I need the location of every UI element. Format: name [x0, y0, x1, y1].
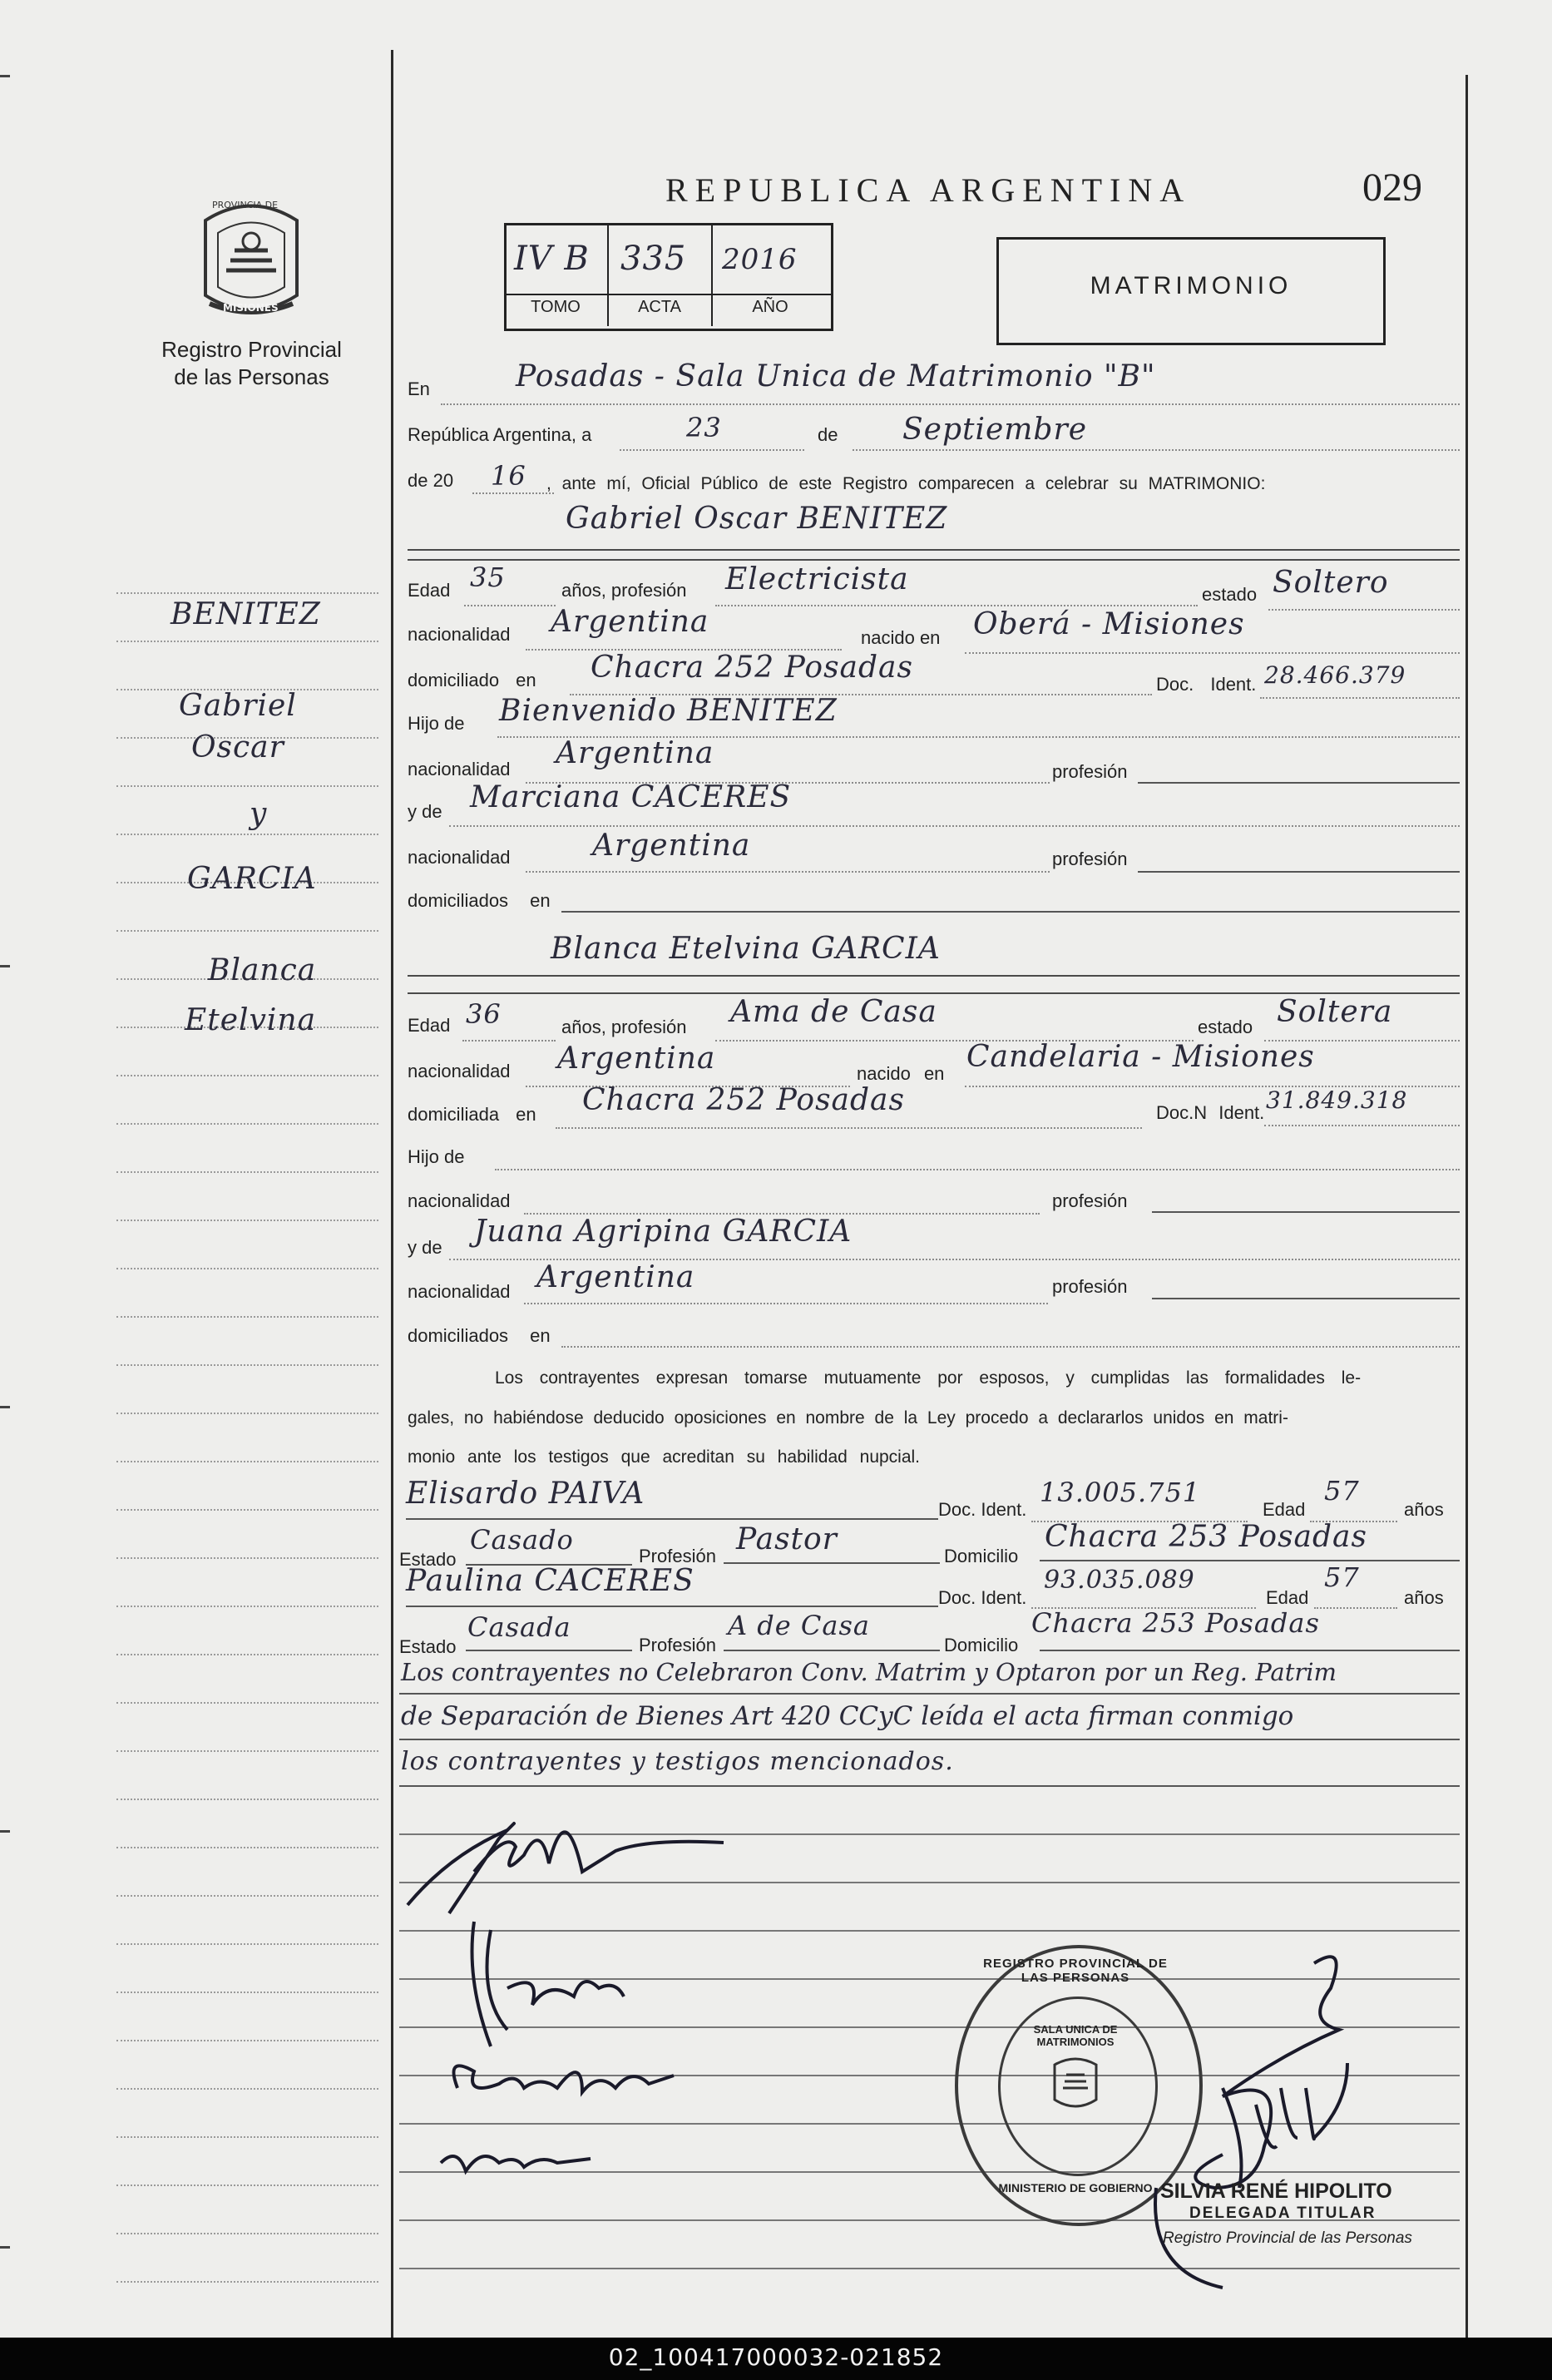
bride-nacionalidad1-label: nacionalidad: [408, 1190, 511, 1211]
act-box-divider: [504, 294, 831, 295]
margin-dotted-line: [116, 1509, 378, 1511]
margin-dotted-line: [116, 1123, 378, 1125]
document-title: REPUBLICA ARGENTINA: [665, 171, 1192, 209]
margin-dotted-line: [116, 1075, 378, 1076]
witness2-anos-label: años: [1404, 1587, 1444, 1608]
witness1-address-line: [1040, 1560, 1460, 1561]
bride-nationality: Argentina: [557, 1042, 716, 1076]
registry-name-line1: Registro Provincial: [161, 337, 342, 362]
margin-dotted-line: [116, 834, 378, 835]
groom-estado-label: estado: [1202, 584, 1258, 605]
bride-doc-number: 31.849.318: [1266, 1086, 1408, 1114]
groom-hijo-label: Hijo de: [408, 713, 465, 734]
margin-dotted-line: [116, 785, 378, 787]
bride-mother-name: Juana Agripina GARCIA: [474, 1215, 853, 1249]
margin-dotted-line: [116, 1606, 378, 1607]
year-line: [472, 492, 554, 494]
bride-age: 36: [466, 998, 502, 1030]
bride-father-line: [495, 1169, 1460, 1170]
witness2-age-line: [1314, 1607, 1397, 1609]
witness2-profession: A de Casa: [728, 1610, 870, 1641]
witness1-doc-label: Doc. Ident.: [938, 1499, 1027, 1520]
declaration-line2: gales, no habiéndose deducido oposiciones en nombre de la Ley procedo a declararlos unidos en matri-: [408, 1408, 1288, 1428]
month-line: [853, 449, 1460, 451]
official-name: SILVIA RENÉ HIPOLITO: [1160, 2180, 1392, 2203]
witness1-profession: Pastor: [736, 1522, 838, 1556]
binding-mark: [0, 1406, 10, 1408]
seal-text-bottom: MISIONES: [223, 302, 279, 314]
margin-dotted-line: [116, 2185, 378, 2186]
margin-dotted-line: [116, 1316, 378, 1318]
margin-name2-groom: Oscar: [191, 730, 284, 764]
witness2-estado-label: Estado: [399, 1636, 457, 1657]
groom-yde-label: y de: [408, 801, 442, 822]
witness1-anos-label: años: [1404, 1499, 1444, 1520]
republica-label: República Argentina, a: [408, 424, 592, 445]
margin-dotted-line: [116, 2281, 378, 2283]
bride-mother-nationality: Argentina: [536, 1260, 695, 1294]
witness1-status: Casado: [470, 1524, 574, 1556]
groom-nationality: Argentina: [551, 605, 709, 639]
witness2-name-line: [406, 1606, 938, 1607]
bride-age-line: [462, 1040, 556, 1042]
official-stamp-emblem: [1050, 2055, 1101, 2113]
ano-value: 2016: [722, 243, 798, 276]
groom-name-line: [408, 549, 1460, 551]
stamp-bottom-text: MINISTERIO DE GOBIERNO: [998, 2181, 1153, 2194]
year-suffix: 16: [491, 460, 526, 492]
margin-dotted-line: [116, 930, 378, 932]
groom-father-name: Bienvenido BENITEZ: [499, 694, 838, 728]
witness1-domicilio-label: Domicilio: [944, 1546, 1019, 1566]
place: Posadas - Sala Unica de Matrimonio "B": [516, 359, 1156, 393]
margin-surname-groom: BENITEZ: [171, 597, 321, 631]
bride-domiciliada-label: domiciliada en: [408, 1104, 536, 1125]
witness2-domicilio-label: Domicilio: [944, 1635, 1019, 1655]
groom-mother-name: Marciana CACERES: [470, 780, 792, 814]
margin-dotted-line: [116, 1847, 378, 1848]
witness1-doc: 13.005.751: [1040, 1477, 1201, 1508]
margin-dotted-line: [116, 2136, 378, 2138]
groom-profession-line: [715, 605, 1198, 606]
witness2-profesion-label: Profesión: [639, 1635, 716, 1655]
witness1-signature: [441, 2038, 690, 2113]
groom-signature: [399, 1780, 732, 1922]
margin-dotted-line: [116, 2040, 378, 2041]
margin-dotted-line: [116, 1364, 378, 1366]
bride-nacido-label: nacido en: [857, 1063, 945, 1084]
bride-full-name: Blanca Etelvina GARCIA: [551, 932, 941, 966]
binding-mark: [0, 1830, 10, 1833]
left-frame-line: [391, 50, 393, 2338]
margin-surname-bride: GARCIA: [187, 862, 317, 896]
bride-address: Chacra 252 Posadas: [582, 1083, 905, 1117]
groom-mother-profession-line: [1138, 871, 1460, 873]
bride-nacionalidad-label: nacionalidad: [408, 1061, 511, 1081]
witness1-age: 57: [1324, 1475, 1360, 1507]
bride-signature: [441, 1905, 649, 2055]
bride-address-line: [556, 1127, 1142, 1129]
day: 23: [686, 412, 722, 443]
bride-estado-label: estado: [1198, 1017, 1253, 1037]
margin-dotted-line: [116, 1461, 378, 1462]
witness2-status: Casada: [467, 1611, 571, 1643]
margin-name2-bride: Etelvina: [185, 1003, 317, 1037]
declaration-line1: Los contrayentes expresan tomarse mutuamente por esposos, y cumplidas las formalidades le-: [495, 1368, 1362, 1388]
tomo-value: IV B: [514, 240, 590, 278]
groom-civil-status: Soltero: [1273, 566, 1389, 600]
seal-text-top: PROVINCIA DE: [212, 200, 279, 210]
official-org: Registro Provincial de las Personas: [1163, 2229, 1412, 2247]
bride-doc-line: [1264, 1125, 1460, 1126]
witness2-signature: [432, 2130, 599, 2188]
groom-nacionalidad-label: nacionalidad: [408, 624, 511, 645]
bride-edad-label: Edad: [408, 1015, 451, 1036]
margin-dotted-line: [116, 1895, 378, 1897]
margin-dotted-line: [116, 1220, 378, 1221]
right-frame-line: [1466, 75, 1468, 2338]
groom-father-nacionalidad-label: nacionalidad: [408, 759, 511, 779]
groom-birthplace-line: [965, 652, 1460, 654]
binding-mark: [0, 2246, 10, 2249]
binding-mark: [0, 965, 10, 967]
margin-dotted-line: [116, 1268, 378, 1269]
day-line: [620, 449, 804, 451]
witness1-address: Chacra 253 Posadas: [1045, 1520, 1367, 1554]
groom-nacido-label: nacido en: [861, 627, 941, 648]
en-label: En: [408, 379, 430, 399]
notes-line1-rule: [399, 1693, 1460, 1695]
statement: , ante mí, Oficial Público de este Registro comparecen a celebrar su MATRIMONIO:: [546, 474, 1266, 493]
groom-mother-profesion-label: profesión: [1052, 849, 1128, 869]
ano-label: AÑO: [752, 298, 788, 316]
month: Septiembre: [902, 413, 1087, 447]
bride-divider: [408, 992, 1460, 994]
witness2-profession-line: [724, 1650, 940, 1651]
notes-line2-rule: [399, 1739, 1460, 1740]
witness1-estado-label: Estado: [399, 1549, 457, 1570]
witness1-name-line: [406, 1518, 938, 1520]
groom-father-nationality: Argentina: [556, 736, 714, 770]
document-id: 02_100417000032-021852: [608, 2343, 944, 2371]
margin-dotted-line: [116, 1654, 378, 1655]
groom-mother-nationality-line: [526, 871, 1050, 873]
bride-prof2-line: [1152, 1298, 1460, 1299]
declaration-line3: monio ante los testigos que acreditan su habilidad nupcial.: [408, 1447, 921, 1467]
witness1-profesion-label: Profesión: [639, 1546, 716, 1566]
notes-line2: de Separación de Bienes Art 420 CCyC leída el acta firman conmigo: [401, 1701, 1294, 1731]
margin-name1-bride: Blanca: [208, 953, 317, 987]
groom-doc-number: 28.466.379: [1264, 661, 1406, 689]
groom-domiciliados-line: [561, 911, 1460, 913]
groom-edad-label: Edad: [408, 580, 451, 601]
witness2-doc-label: Doc. Ident.: [938, 1587, 1027, 1608]
notes-line1: Los contrayentes no Celebraron Conv. Matrim y Optaron por un Reg. Patrim: [401, 1658, 1337, 1686]
groom-mother-nacionalidad-label: nacionalidad: [408, 847, 511, 868]
bride-birthplace: Candelaria - Misiones: [966, 1040, 1315, 1074]
notes-line3: los contrayentes y testigos mencionados.: [401, 1747, 954, 1776]
groom-doc-label: Doc. Ident.: [1156, 674, 1257, 695]
bride-anos-label: años, profesión: [561, 1017, 687, 1037]
margin-dotted-line: [116, 1799, 378, 1800]
place-line: [441, 403, 1460, 405]
bride-profession: Ama de Casa: [730, 995, 937, 1029]
witness2-doc: 93.035.089: [1044, 1566, 1195, 1595]
witness2-address-line: [1040, 1650, 1460, 1651]
groom-age: 35: [470, 562, 506, 593]
margin-dotted-line: [116, 1413, 378, 1414]
witness2-name: Paulina CACERES: [406, 1564, 694, 1598]
groom-father-profesion-label: profesión: [1052, 761, 1128, 782]
bride-prof1-line: [1152, 1211, 1460, 1213]
bride-civil-status: Soltera: [1277, 995, 1393, 1029]
groom-address: Chacra 252 Posadas: [591, 651, 913, 685]
bride-domiciliados-line: [561, 1346, 1460, 1348]
groom-domiciliado-label: domiciliado en: [408, 670, 536, 690]
groom-father-profession-line: [1138, 782, 1460, 784]
witness2-status-line: [466, 1650, 632, 1651]
witness1-edad-label: Edad: [1263, 1499, 1306, 1520]
year-prefix: de 20: [408, 470, 454, 491]
margin-dotted-line: [116, 2088, 378, 2090]
registry-name-line2: de las Personas: [174, 364, 329, 389]
bride-hijo-label: Hijo de: [408, 1146, 465, 1167]
witness1-name: Elisardo PAIVA: [406, 1477, 645, 1511]
bride-domiciliados-label: domiciliados en: [408, 1325, 551, 1346]
groom-anos-label: años, profesión: [561, 580, 687, 601]
groom-birthplace: Oberá - Misiones: [973, 607, 1245, 641]
official-title: DELEGADA TITULAR: [1189, 2204, 1377, 2222]
bride-nac2-line: [524, 1303, 1048, 1304]
bride-profesion1-label: profesión: [1052, 1190, 1128, 1211]
de-label: de: [818, 424, 838, 445]
margin-dotted-line: [116, 641, 378, 642]
margin-name1-groom: Gabriel: [179, 689, 297, 723]
groom-age-line: [464, 605, 556, 606]
bride-name-line: [408, 975, 1460, 977]
margin-dotted-line: [116, 1992, 378, 1993]
bride-yde-label: y de: [408, 1237, 442, 1258]
stamp-inner-text: SALA UNICA DE MATRIMONIOS: [1033, 2023, 1118, 2048]
witness2-age: 57: [1324, 1561, 1360, 1593]
groom-full-name: Gabriel Oscar BENITEZ: [566, 502, 948, 536]
margin-dotted-line: [116, 1943, 378, 1945]
witness2-edad-label: Edad: [1266, 1587, 1309, 1608]
document-type: MATRIMONIO: [1090, 272, 1293, 299]
margin-dotted-line: [116, 592, 378, 594]
stamp-ring-text: REGISTRO PROVINCIAL DE LAS PERSONAS: [983, 1957, 1168, 1985]
bride-profesion2-label: profesión: [1052, 1276, 1128, 1297]
margin-dotted-line: [116, 1702, 378, 1704]
margin-conjunction: y: [250, 797, 268, 831]
acta-value: 335: [620, 240, 687, 278]
margin-dotted-line: [116, 1557, 378, 1559]
groom-domiciliados-label: domiciliados en: [408, 890, 551, 911]
groom-mother-line: [449, 825, 1460, 827]
groom-divider: [408, 559, 1460, 561]
margin-dotted-line: [116, 1171, 378, 1173]
groom-mother-nationality: Argentina: [592, 829, 751, 863]
witness2-address: Chacra 253 Posadas: [1031, 1607, 1320, 1639]
witness1-profession-line: [724, 1562, 940, 1564]
tomo-label: TOMO: [531, 298, 581, 316]
groom-doc-line: [1260, 697, 1460, 699]
page-number: 029: [1362, 166, 1422, 210]
groom-status-line: [1268, 609, 1460, 611]
bride-nacionalidad2-label: nacionalidad: [408, 1281, 511, 1302]
margin-dotted-line: [116, 1750, 378, 1752]
bride-doc-label: Doc.N Ident.: [1156, 1102, 1265, 1123]
groom-profession: Electricista: [725, 562, 909, 596]
acta-label: ACTA: [638, 298, 681, 316]
margin-dotted-line: [116, 2233, 378, 2234]
binding-mark: [0, 75, 10, 77]
